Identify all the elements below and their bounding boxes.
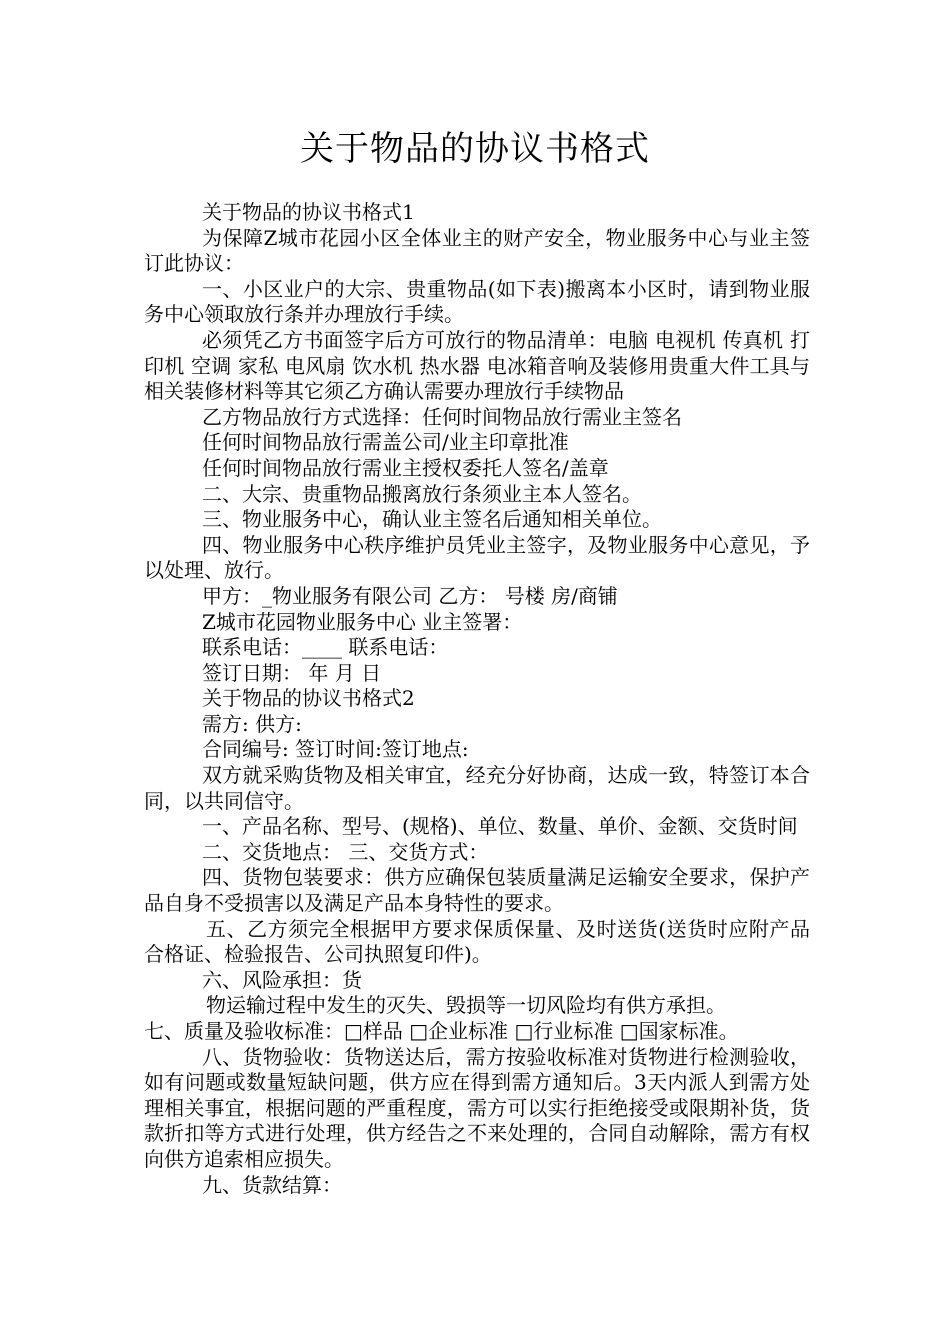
paragraph: 关于物品的协议书格式2: [202, 686, 415, 711]
paragraph: 七、质量及验收标准：□样品 □企业标准 □行业标准 □国家标准。: [144, 1019, 739, 1043]
paragraph: 二、大宗、贵重物品搬离放行条须业主本人签名。: [202, 481, 642, 506]
paragraph: 需方: 供方:: [202, 711, 302, 736]
paragraph: 物运输过程中发生的灭失、毁损等一切风险均有供方承担。: [206, 993, 726, 1018]
paragraph: 双方就采购货物及相关审宜，经充分好协商，达成一致，特签订本合同，以共同信守。: [144, 763, 810, 813]
paragraph: 为保障Z城市花园小区全体业主的财产安全，物业服务中心与业主签订此协议：: [144, 225, 810, 276]
paragraph: 六、风险承担：货: [202, 967, 362, 992]
paragraph: 一、产品名称、型号、(规格)、单位、数量、单价、金额、交货时间: [202, 814, 798, 839]
paragraph: 乙方物品放行方式选择：任何时间物品放行需业主签名: [202, 404, 682, 429]
document-body: [144, 200, 810, 1198]
paragraph: 八、货物验收：货物送达后，需方按验收标准对货物进行检测验收，如有问题或数量短缺问题，供方应在得到需方通知后。3天内派人到需方处理相关事宜，根据问题的严重程度，需方可以实行拒绝接受或限期补货，货款折扣等方式进行处理，供方经告之不来处理的，合同自动解除，需方有权向供方追索相应损失。: [144, 1044, 810, 1171]
paragraph: 一、小区业户的大宗、贵重物品(如下表)搬离本小区时，请到物业服务中心领取放行条并办理放行手续。: [144, 276, 810, 327]
paragraph: 任何时间物品放行需业主授权委托人签名/盖章: [202, 455, 609, 480]
paragraph: 五、乙方须完全根据甲方要求保质保量、及时送货(送货时应附产品合格证、检验报告、公司执照复印件)。: [144, 916, 810, 967]
paragraph: 关于物品的协议书格式1: [202, 200, 415, 224]
paragraph: 四、货物包装要求：供方应确保包装质量满足运输安全要求，保护产品自身不受损害以及满足产品本身特性的要求。: [144, 865, 810, 916]
paragraph: 联系电话：____ 联系电话：: [202, 635, 449, 660]
page-title: 关于物品的协议书格式: [300, 129, 650, 169]
paragraph: 必须凭乙方书面签字后方可放行的物品清单：电脑 电视机 传真机 打印机 空调 家私 电风扇 饮水机 热水器 电冰箱音响及装修用贵重大件工具与相关装修材料等其它须乙方确认需要办理放行手续物品: [144, 327, 810, 404]
paragraph: 二、交货地点： 三、交货方式：: [202, 839, 489, 864]
paragraph: 九、货款结算：: [202, 1172, 342, 1197]
paragraph: 三、物业服务中心，确认业主签名后通知相关单位。: [202, 507, 662, 532]
paragraph: Z城市花园物业服务中心 业主签署：: [202, 609, 523, 634]
paragraph: 签订日期： 年 月 日: [202, 660, 382, 685]
paragraph: 四、物业服务中心秩序维护员凭业主签字，及物业服务中心意见，予以处理、放行。: [144, 532, 810, 583]
paragraph: 任何时间物品放行需盖公司/业主印章批准: [202, 430, 569, 455]
paragraph: 甲方：_物业服务有限公司 乙方： 号楼 房/商铺: [202, 583, 618, 608]
paragraph: 合同编号: 签订时间:签订地点:: [202, 737, 469, 762]
